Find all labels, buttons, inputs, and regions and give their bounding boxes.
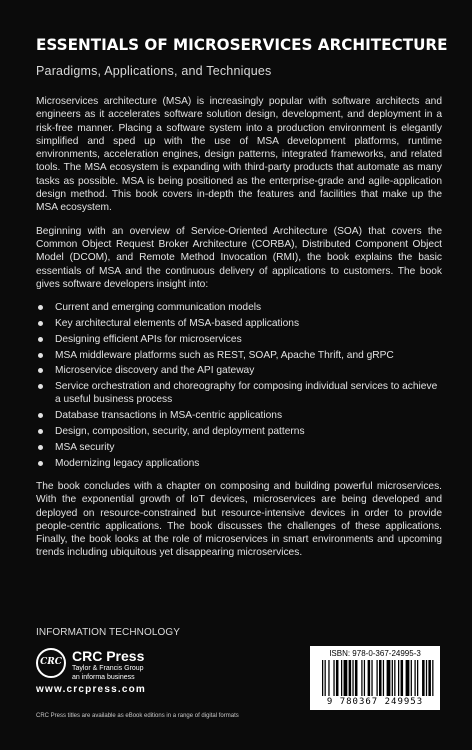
list-item-text: Service orchestration and choreography for composing individual services to achieve a useful business process [55, 381, 438, 406]
bullet-icon [38, 305, 43, 310]
list-item [36, 333, 442, 346]
list-item [36, 409, 442, 422]
list-item [36, 380, 442, 407]
publisher-group: Taylor & Francis Group [72, 665, 144, 672]
list-item-text: Current and emerging communication models [55, 302, 262, 314]
list-item-text: Key architectural elements of MSA-based applications [55, 317, 300, 329]
bullet-icon [38, 384, 43, 389]
publisher-name: CRC Press [72, 648, 145, 664]
description-paragraph-3: The book concludes with a chapter on composing and building powerful microservices. With the exponential growth of IoT devices, microservices are being developed and deployed on resource-constrained but resource-intensive devices in order to provide people-centric applications. The book discusses the challenges of these applications. Finally, the book looks at the role of microservices in smart environments and upcoming trends including ubiquitous yet disappearing microservices. [36, 480, 442, 559]
description-paragraph-1: Microservices architecture (MSA) is increasingly popular with software architects and engineers as it accelerates software solution design, development, and deployment in a risk-free manner. Placing a software system into a production environment is elegantly simplified and sped up with the use of MSA development platforms, runtime environments, acceleration engines, design patterns, integrated frameworks, and related tools. The MSA ecosystem is expanding with third-party products that automate as many tasks as possible. MSA is being positioned as the enterprise-grade and agile-application design method. This book covers in-depth the features and facilities that make up the MSA ecosystem. [36, 96, 442, 214]
ebook-note: CRC Press titles are available as eBook editions in a range of digital formats [36, 713, 239, 719]
isbn-label: ISBN: 978-0-367-24995-3 [329, 649, 421, 658]
list-item-text: MSA middleware platforms such as REST, SOAP, Apache Thrift, and gRPC [55, 349, 394, 361]
bullet-icon [38, 321, 43, 326]
description [36, 95, 442, 560]
publisher-brand [72, 648, 144, 682]
list-item-text: Microservice discovery and the API gateway [55, 365, 255, 377]
bullet-icon [38, 413, 43, 418]
list-item-text: MSA security [55, 441, 115, 453]
list-item [36, 364, 442, 377]
bullet-icon [38, 445, 43, 450]
publisher-website: www.crcpress.com [36, 684, 146, 695]
bullet-icon [38, 461, 43, 466]
list-item [36, 425, 442, 438]
description-paragraph-2: Beginning with an overview of Service-Oriented Architecture (SOA) that covers the Common Object Request Broker Architecture (CORBA), Distributed Component Object Model (DCOM), and Remote Method Invocation (RMI), the book explains the basic essentials of MSA and the continuous delivery of applications to customers. The book gives software developers insight into: [36, 225, 442, 290]
barcode-digits: 9 780367 249953 [326, 697, 424, 707]
list-item-text: Database transactions in MSA-centric applications [55, 410, 283, 422]
publisher-business: an informa business [72, 674, 135, 681]
list-item [36, 301, 442, 314]
bullet-icon [38, 429, 43, 434]
bullet-icon [38, 353, 43, 358]
book-title: ESSENTIALS OF MICROSERVICES ARCHITECTURE [36, 35, 448, 54]
barcode-icon [322, 660, 436, 696]
logo-mark-text: CRC [40, 657, 62, 667]
list-item [36, 441, 442, 454]
list-item-text: Designing efficient APIs for microservices [55, 333, 242, 345]
list-item [36, 317, 442, 330]
crc-logo-icon [36, 648, 66, 678]
list-item [36, 349, 442, 362]
list-item-text: Design, composition, security, and deployment patterns [55, 426, 305, 438]
bullet-icon [38, 368, 43, 373]
list-item [36, 457, 442, 470]
book-subtitle: Paradigms, Applications, and Techniques [36, 64, 272, 78]
bullet-icon [38, 337, 43, 342]
isbn-barcode [310, 646, 440, 710]
insight-list [36, 301, 442, 470]
list-item-text: Modernizing legacy applications [55, 457, 200, 469]
subject-category: INFORMATION TECHNOLOGY [36, 627, 181, 638]
